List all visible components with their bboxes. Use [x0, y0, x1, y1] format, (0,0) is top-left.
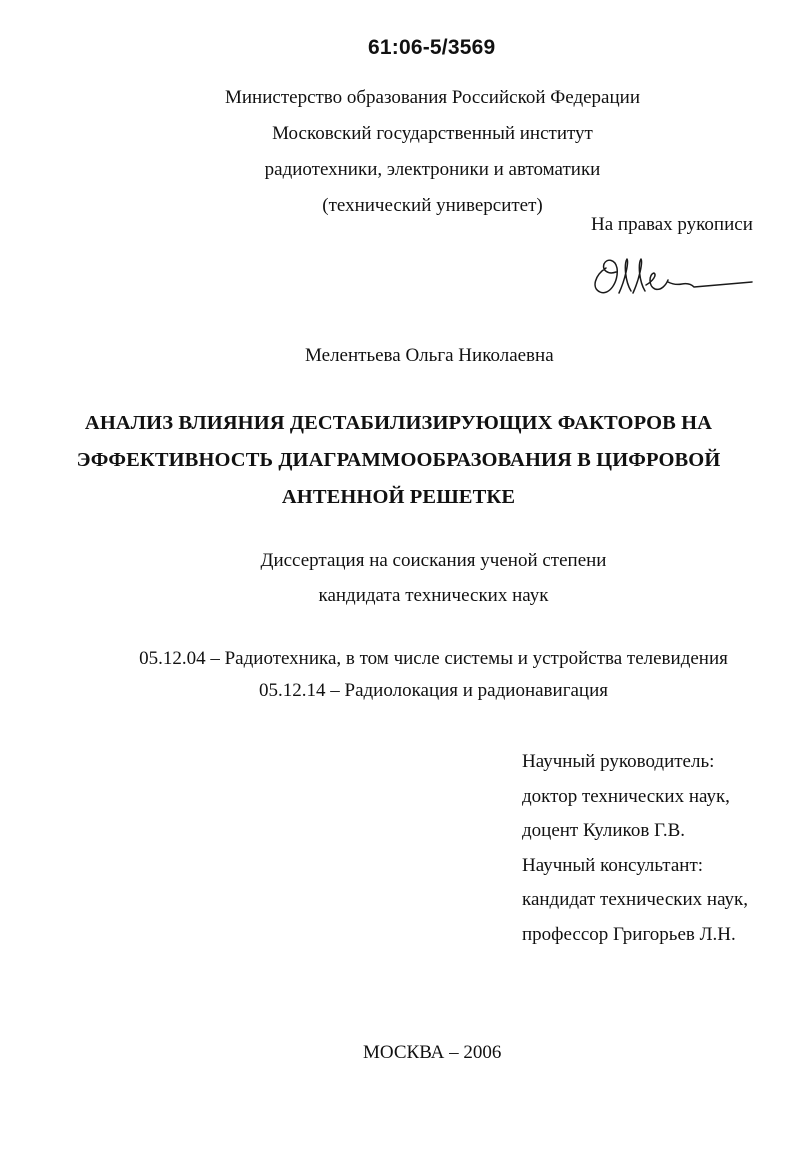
advisor-degree: доктор технических наук, — [522, 785, 730, 807]
handwritten-signature — [588, 250, 758, 298]
title-line-2: ЭФФЕКТИВНОСТЬ ДИАГРАММООБРАЗОВАНИЯ В ЦИФРОВОЙ — [76, 449, 721, 471]
manuscript-note: На правах рукописи — [591, 214, 753, 235]
specialty-radiolocation: 05.12.14 – Радиолокация и радионавигация — [259, 680, 608, 701]
institute-field-line: радиотехники, электроники и автоматики — [264, 159, 601, 180]
city-year: МОСКВА – 2006 — [363, 1042, 502, 1063]
institution-block — [40, 80, 797, 224]
degree-line-1: Диссертация на соискания ученой степени — [260, 550, 607, 571]
author-name: Мелентьева Ольга Николаевна — [305, 345, 554, 366]
title-line-1: АНАЛИЗ ВЛИЯНИЯ ДЕСТАБИЛИЗИРУЮЩИХ ФАКТОРОВ НА — [84, 412, 713, 434]
advisor-name: доцент Куликов Г.В. — [522, 820, 686, 841]
specialty-radio-engineering: 05.12.04 – Радиотехника, в том числе системы и устройства телевидения — [139, 648, 728, 669]
consultant-degree: кандидат технических наук, — [522, 889, 749, 910]
degree-statement — [0, 543, 797, 613]
university-line: (технический университет) — [322, 195, 543, 216]
advisors-block — [522, 745, 748, 952]
catalog-number: 61:06-5/3569 — [368, 36, 496, 59]
dissertation-title — [0, 405, 797, 516]
institute-line: Московский государственный институт — [272, 123, 593, 144]
consultant-heading: Научный консультант: — [522, 854, 704, 876]
advisor-heading: Научный руководитель: — [522, 751, 715, 772]
consultant-name: профессор Григорьев Л.Н. — [522, 923, 736, 945]
ministry-line: Министерство образования Российской Федерации — [225, 87, 640, 108]
degree-line-2: кандидата технических наук — [318, 585, 549, 606]
title-line-3: АНТЕННОЙ РЕШЕТКЕ — [281, 486, 516, 508]
specialties — [0, 643, 797, 707]
